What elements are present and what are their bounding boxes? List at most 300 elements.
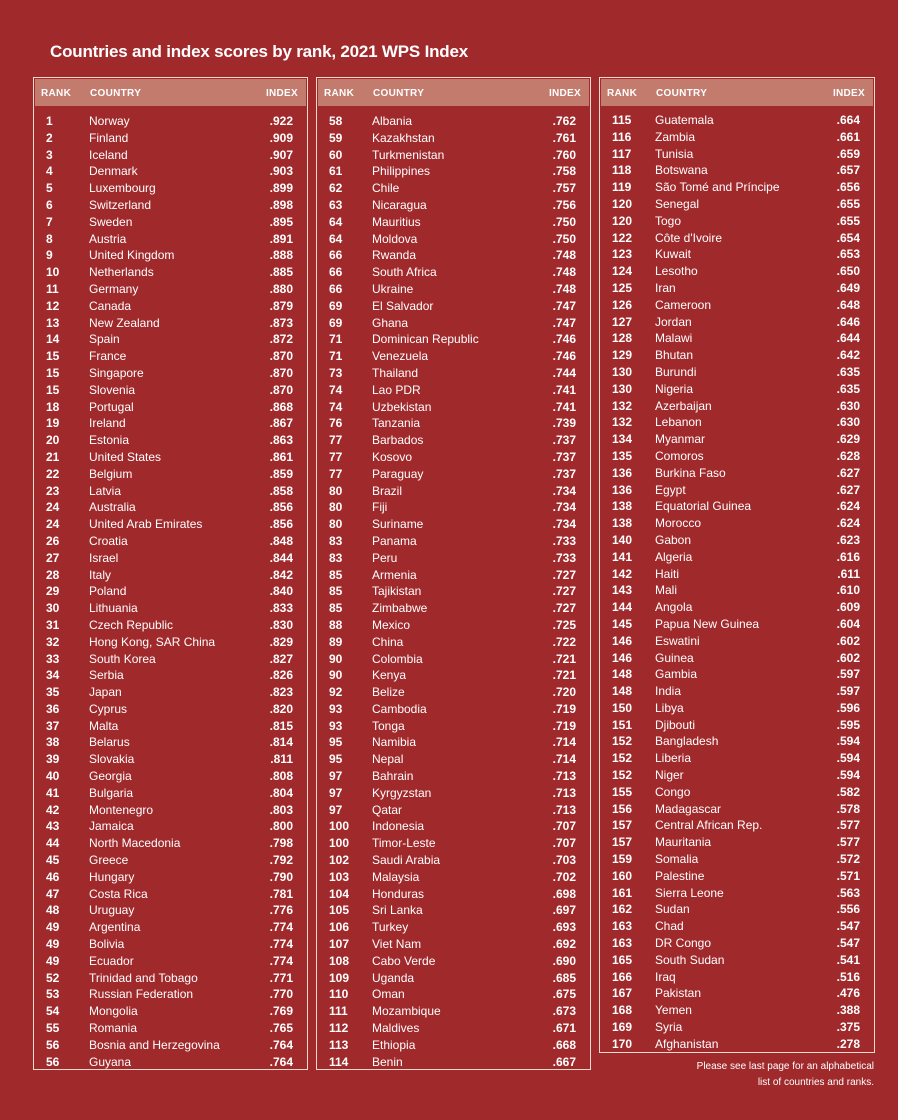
rank-cell: 55	[46, 1021, 60, 1036]
table-row	[34, 483, 307, 500]
rank-cell: 23	[46, 483, 60, 498]
index-cell: .597	[836, 684, 860, 699]
rank-cell: 170	[612, 1036, 633, 1051]
rank-cell: 74	[329, 399, 343, 414]
index-cell: .655	[836, 213, 860, 228]
rank-cell: 108	[329, 953, 350, 968]
table-row	[34, 701, 307, 718]
index-cell: .739	[552, 416, 576, 431]
table-row	[317, 147, 590, 164]
rank-cell: 109	[329, 970, 350, 985]
table-row	[600, 431, 874, 448]
table-row	[317, 617, 590, 634]
index-cell: .595	[836, 717, 860, 732]
table-row	[34, 886, 307, 903]
rank-cell: 162	[612, 902, 633, 917]
index-cell: .868	[269, 399, 293, 414]
index-cell: .547	[836, 936, 860, 951]
table-row	[317, 852, 590, 869]
country-cell: Mozambique	[372, 1004, 441, 1019]
country-cell: Tonga	[372, 718, 405, 733]
rank-cell: 74	[329, 382, 343, 397]
index-cell: .719	[552, 718, 576, 733]
country-cell: Nicaragua	[372, 197, 427, 212]
country-cell: North Macedonia	[89, 836, 181, 851]
country-cell: Sri Lanka	[372, 903, 423, 918]
rank-cell: 26	[46, 533, 60, 548]
index-cell: .671	[552, 1021, 576, 1036]
index-cell: .667	[552, 1054, 576, 1069]
index-cell: .629	[836, 432, 860, 447]
footnote-line: Please see last page for an alphabetical	[696, 1061, 874, 1072]
index-cell: .733	[552, 550, 576, 565]
rank-cell: 37	[46, 718, 60, 733]
table-row	[34, 1003, 307, 1020]
table-row	[317, 734, 590, 751]
index-cell: .765	[269, 1021, 293, 1036]
country-cell: Senegal	[655, 196, 700, 211]
country-cell: Zimbabwe	[372, 601, 428, 616]
table-row	[600, 566, 874, 583]
table-row	[317, 247, 590, 264]
country-cell: Serbia	[89, 668, 124, 683]
index-cell: .859	[269, 466, 293, 481]
country-cell: South Africa	[372, 265, 437, 280]
country-cell: Gambia	[655, 667, 698, 682]
table-row	[600, 918, 874, 935]
country-cell: Czech Republic	[89, 617, 174, 632]
country-cell: Central African Rep.	[655, 818, 763, 833]
index-cell: .758	[552, 164, 576, 179]
index-cell: .827	[269, 651, 293, 666]
table-row	[317, 163, 590, 180]
index-cell: .870	[269, 349, 293, 364]
rank-cell: 148	[612, 684, 633, 699]
table-row	[34, 247, 307, 264]
index-cell: .719	[552, 701, 576, 716]
rank-cell: 130	[612, 381, 633, 396]
country-cell: Philippines	[372, 164, 431, 179]
rank-cell: 54	[46, 1004, 60, 1019]
table-row	[34, 113, 307, 130]
rank-cell: 97	[329, 802, 343, 817]
country-cell: Tanzania	[372, 416, 421, 431]
country-cell: Montenegro	[89, 802, 154, 817]
rank-cell: 56	[46, 1037, 60, 1052]
rank-cell: 111	[329, 1004, 348, 1019]
index-cell: .741	[552, 382, 576, 397]
rank-cell: 71	[329, 332, 343, 347]
rank-cell: 77	[329, 466, 343, 481]
country-cell: Zambia	[655, 129, 696, 144]
index-cell: .757	[552, 181, 576, 196]
rank-cell: 38	[46, 735, 60, 750]
country-cell: Guyana	[89, 1054, 132, 1069]
rank-cell: 85	[329, 601, 343, 616]
table-row	[317, 583, 590, 600]
country-cell: Slovakia	[89, 752, 135, 767]
table-row	[317, 264, 590, 281]
index-cell: .895	[269, 214, 293, 229]
table-row	[600, 146, 874, 163]
table-header	[318, 79, 589, 106]
country-cell: Bosnia and Herzegovina	[89, 1037, 220, 1052]
country-cell: Bolivia	[89, 937, 125, 952]
index-cell: .594	[836, 768, 860, 783]
rank-cell: 129	[612, 348, 633, 363]
table-row	[317, 802, 590, 819]
table-row	[34, 835, 307, 852]
table-row	[34, 936, 307, 953]
index-cell: .747	[552, 315, 576, 330]
rank-cell: 93	[329, 718, 343, 733]
table-row	[600, 650, 874, 667]
table-row	[34, 449, 307, 466]
table-row	[317, 667, 590, 684]
index-cell: .808	[269, 769, 293, 784]
index-cell: .769	[269, 1004, 293, 1019]
index-cell: .624	[836, 516, 860, 531]
rank-cell: 39	[46, 752, 60, 767]
index-cell: .922	[269, 114, 293, 128]
country-cell: Ethiopia	[372, 1037, 416, 1052]
country-cell: Kenya	[372, 668, 407, 683]
rank-cell: 136	[612, 482, 633, 497]
index-cell: .750	[552, 231, 576, 246]
table-row	[600, 465, 874, 482]
country-header: COUNTRY	[373, 88, 425, 99]
country-cell: Moldova	[372, 231, 418, 246]
country-cell: Ukraine	[372, 281, 414, 296]
table-row	[34, 180, 307, 197]
rank-cell: 69	[329, 315, 343, 330]
country-cell: Congo	[655, 784, 691, 799]
country-cell: Mongolia	[89, 1004, 138, 1019]
index-cell: .872	[269, 332, 293, 347]
country-cell: Mauritius	[372, 214, 421, 229]
index-cell: .690	[552, 953, 576, 968]
country-cell: Malta	[89, 718, 119, 733]
country-cell: Timor-Leste	[372, 836, 436, 851]
table-row	[34, 415, 307, 432]
table-row	[317, 533, 590, 550]
country-cell: Kazakhstan	[372, 130, 435, 145]
rank-cell: 116	[612, 129, 632, 144]
index-cell: .800	[269, 819, 293, 834]
index-cell: .653	[836, 247, 860, 262]
rank-cell: 77	[329, 449, 343, 464]
country-cell: Azerbaijan	[655, 398, 712, 413]
table-row	[600, 985, 874, 1002]
rank-cell: 7	[46, 214, 53, 229]
index-cell: .388	[836, 1003, 860, 1018]
index-cell: .746	[552, 332, 576, 347]
table-row	[34, 163, 307, 180]
country-cell: Rwanda	[372, 248, 417, 263]
country-cell: Colombia	[372, 651, 423, 666]
country-cell: Panama	[372, 533, 417, 548]
country-cell: Liberia	[655, 751, 692, 766]
country-cell: Lesotho	[655, 264, 698, 279]
country-cell: Malawi	[655, 331, 693, 346]
country-cell: Gabon	[655, 532, 692, 547]
country-cell: El Salvador	[372, 298, 434, 313]
index-cell: .720	[552, 685, 576, 700]
country-cell: Australia	[89, 500, 136, 515]
table-row	[317, 1020, 590, 1037]
table-row	[600, 834, 874, 851]
table-row	[317, 818, 590, 835]
table-row	[600, 263, 874, 280]
table-row	[317, 1003, 590, 1020]
rank-cell: 80	[329, 500, 343, 515]
index-cell: .594	[836, 751, 860, 766]
index-cell: .756	[552, 197, 576, 212]
table-row	[34, 802, 307, 819]
table-row	[600, 398, 874, 415]
country-cell: São Tomé and Príncipe	[655, 180, 780, 195]
table-row	[317, 835, 590, 852]
rank-cell: 127	[612, 314, 633, 329]
table-row	[34, 466, 307, 483]
table-row	[317, 634, 590, 651]
rank-cell: 33	[46, 651, 60, 666]
rank-cell: 53	[46, 987, 60, 1002]
country-cell: Indonesia	[372, 819, 425, 834]
country-cell: Pakistan	[655, 986, 702, 1001]
table-row	[600, 129, 874, 146]
rank-cell: 138	[612, 516, 633, 531]
rank-cell: 159	[612, 852, 633, 867]
index-cell: .721	[552, 668, 576, 683]
index-cell: .572	[836, 852, 860, 867]
rank-cell: 114	[329, 1054, 349, 1069]
rank-cell: 1	[46, 114, 53, 128]
rank-cell: 122	[612, 230, 633, 245]
country-cell: Chile	[372, 181, 400, 196]
rank-cell: 66	[329, 265, 343, 280]
index-cell: .888	[269, 248, 293, 263]
index-cell: .792	[269, 853, 293, 868]
index-cell: .635	[836, 364, 860, 379]
country-cell: Estonia	[89, 433, 130, 448]
country-cell: Turkmenistan	[372, 147, 445, 162]
index-cell: .733	[552, 533, 576, 548]
table-row	[317, 113, 590, 130]
rank-cell: 15	[46, 365, 60, 380]
country-cell: Hong Kong, SAR China	[89, 634, 216, 649]
index-cell: .829	[269, 634, 293, 649]
table-row	[317, 415, 590, 432]
ranking-table-column-1	[33, 77, 308, 1070]
rank-cell: 132	[612, 398, 633, 413]
table-row	[600, 750, 874, 767]
table-row	[317, 516, 590, 533]
rank-cell: 152	[612, 768, 633, 783]
rank-cell: 160	[612, 868, 633, 883]
country-cell: Syria	[655, 1020, 683, 1035]
rank-cell: 5	[46, 181, 53, 196]
country-cell: Russian Federation	[89, 987, 194, 1002]
table-row	[34, 315, 307, 332]
table-row	[317, 331, 590, 348]
rank-cell: 32	[46, 634, 60, 649]
country-cell: Spain	[89, 332, 120, 347]
index-cell: .673	[552, 1004, 576, 1019]
index-cell: .770	[269, 987, 293, 1002]
index-cell: .727	[552, 567, 576, 582]
country-cell: Yemen	[655, 1003, 692, 1018]
country-cell: Turkey	[372, 920, 409, 935]
rank-cell: 168	[612, 1003, 633, 1018]
country-cell: Mauritania	[655, 835, 712, 850]
index-cell: .278	[836, 1036, 860, 1051]
country-cell: Morocco	[655, 516, 702, 531]
table-row	[317, 919, 590, 936]
country-cell: Jamaica	[89, 819, 134, 834]
table-row	[34, 130, 307, 147]
rank-cell: 115	[612, 113, 632, 127]
country-cell: Bulgaria	[89, 785, 134, 800]
rank-cell: 31	[46, 617, 60, 632]
country-cell: Chad	[655, 919, 684, 934]
country-cell: Palestine	[655, 868, 705, 883]
table-row	[600, 515, 874, 532]
index-cell: .737	[552, 449, 576, 464]
rank-cell: 90	[329, 668, 343, 683]
index-cell: .803	[269, 802, 293, 817]
country-cell: Burkina Faso	[655, 465, 726, 480]
country-cell: Albania	[372, 114, 413, 128]
country-cell: Sudan	[655, 902, 690, 917]
country-cell: Djibouti	[655, 717, 696, 732]
country-cell: Italy	[89, 567, 112, 582]
rank-cell: 36	[46, 701, 60, 716]
table-row	[317, 651, 590, 668]
table-row	[600, 549, 874, 566]
index-cell: .776	[269, 903, 293, 918]
table-row	[34, 785, 307, 802]
index-cell: .609	[836, 600, 860, 615]
table-row	[34, 667, 307, 684]
index-cell: .863	[269, 433, 293, 448]
rank-cell: 132	[612, 415, 633, 430]
country-cell: Costa Rica	[89, 886, 148, 901]
rank-cell: 146	[612, 633, 633, 648]
index-cell: .648	[836, 297, 860, 312]
index-cell: .774	[269, 953, 293, 968]
table-row	[34, 634, 307, 651]
index-cell: .856	[269, 500, 293, 515]
rank-cell: 163	[612, 919, 633, 934]
index-cell: .727	[552, 584, 576, 599]
rank-cell: 61	[329, 164, 343, 179]
rank-cell: 130	[612, 364, 633, 379]
index-cell: .623	[836, 532, 860, 547]
rank-cell: 15	[46, 382, 60, 397]
index-cell: .722	[552, 634, 576, 649]
country-cell: Bangladesh	[655, 734, 719, 749]
index-cell: .578	[836, 801, 860, 816]
country-cell: Papua New Guinea	[655, 616, 760, 631]
country-cell: Lao PDR	[372, 382, 421, 397]
rank-cell: 3	[46, 147, 53, 162]
country-cell: Israel	[89, 550, 119, 565]
table-row	[600, 817, 874, 834]
rank-cell: 110	[329, 987, 349, 1002]
rank-cell: 169	[612, 1020, 633, 1035]
table-row	[600, 1002, 874, 1019]
rank-cell: 126	[612, 297, 633, 312]
table-row	[317, 130, 590, 147]
rank-cell: 146	[612, 650, 633, 665]
country-cell: Belgium	[89, 466, 133, 481]
table-row	[317, 483, 590, 500]
index-cell: .604	[836, 616, 860, 631]
rank-cell: 58	[329, 114, 343, 128]
rank-header: RANK	[324, 88, 355, 99]
index-cell: .774	[269, 920, 293, 935]
table-row	[317, 567, 590, 584]
country-cell: Denmark	[89, 164, 138, 179]
country-cell: India	[655, 684, 682, 699]
table-row	[34, 718, 307, 735]
table-row	[317, 466, 590, 483]
table-row	[34, 197, 307, 214]
rank-cell: 43	[46, 819, 60, 834]
index-cell: .741	[552, 399, 576, 414]
table-row	[600, 162, 874, 179]
rank-cell: 157	[612, 835, 633, 850]
table-row	[34, 264, 307, 281]
table-row	[317, 986, 590, 1003]
ranking-table-column-3	[599, 77, 875, 1053]
country-cell: Eswatini	[655, 633, 700, 648]
rank-cell: 148	[612, 667, 633, 682]
table-row	[600, 498, 874, 515]
rank-cell: 12	[46, 298, 60, 313]
index-cell: .646	[836, 314, 860, 329]
table-row	[600, 230, 874, 247]
country-cell: Belarus	[89, 735, 130, 750]
rank-cell: 92	[329, 685, 343, 700]
index-cell: .861	[269, 449, 293, 464]
table-row	[34, 281, 307, 298]
table-row	[34, 365, 307, 382]
table-row	[600, 330, 874, 347]
table-header	[601, 79, 873, 106]
rank-cell: 155	[612, 784, 633, 799]
rank-cell: 73	[329, 365, 343, 380]
rank-cell: 30	[46, 601, 60, 616]
rank-cell: 42	[46, 802, 60, 817]
index-cell: .547	[836, 919, 860, 934]
table-row	[317, 953, 590, 970]
table-row	[34, 516, 307, 533]
footnote	[654, 1059, 874, 1091]
country-cell: Austria	[89, 231, 127, 246]
index-cell: .858	[269, 483, 293, 498]
table-row	[600, 599, 874, 616]
rank-cell: 34	[46, 668, 60, 683]
table-row	[34, 432, 307, 449]
country-cell: Fiji	[372, 500, 388, 515]
table-row	[600, 885, 874, 902]
country-cell: Myanmar	[655, 432, 706, 447]
table-row	[600, 1019, 874, 1036]
index-cell: .750	[552, 214, 576, 229]
table-row	[600, 297, 874, 314]
